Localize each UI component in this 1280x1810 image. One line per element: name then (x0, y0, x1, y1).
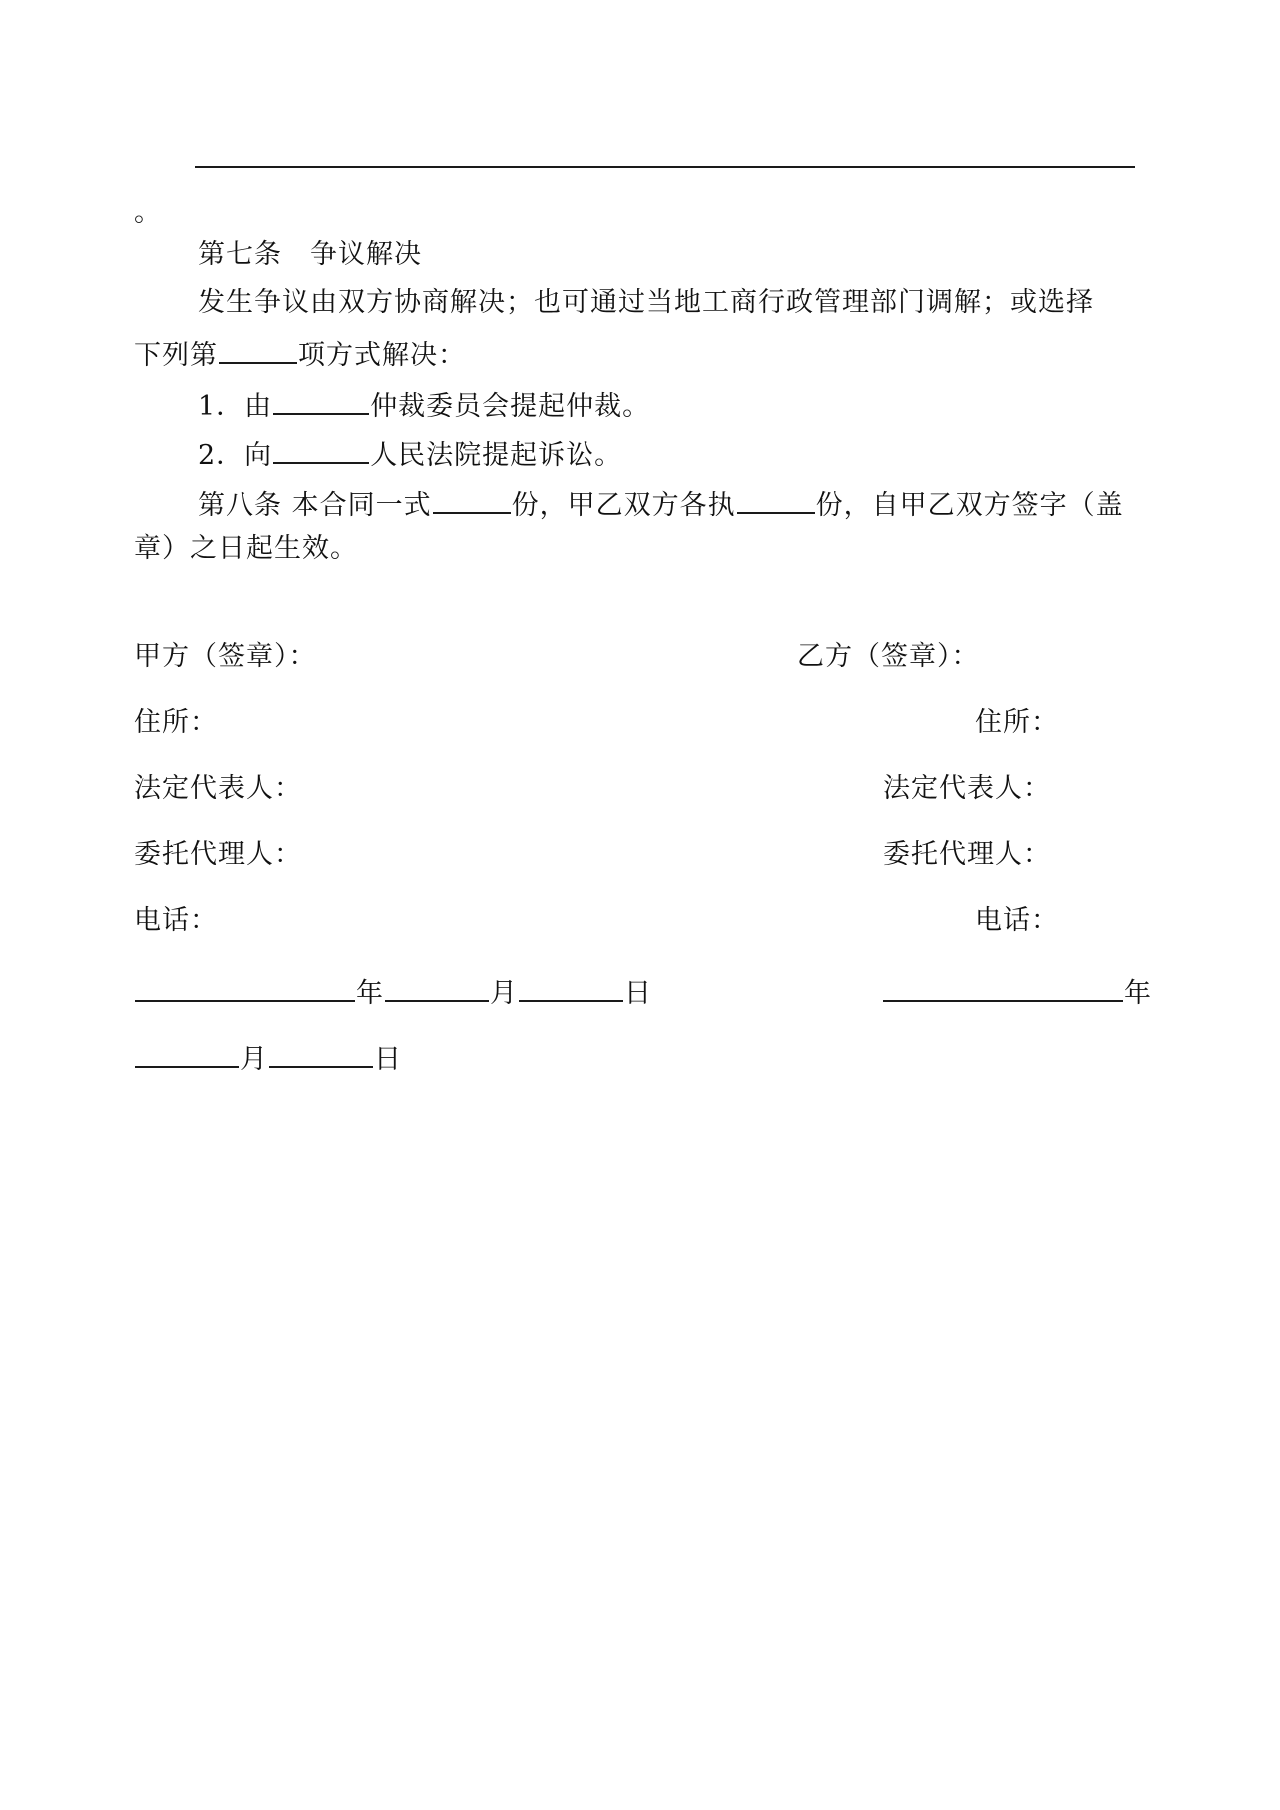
article7-para-line1: 发生争议由双方协商解决；也可通过当地工商行政管理部门调解；或选择 (198, 287, 1094, 318)
article7-heading: 第七条 争议解决 (198, 239, 422, 270)
party-b-legal-rep: 法定代表人： (883, 773, 1051, 804)
party-b-month-blank (135, 1038, 239, 1068)
article7-para-line2-suffix: 项方式解决： (298, 340, 466, 371)
party-a-legal-rep: 法定代表人： (134, 773, 302, 804)
month-label: 月 (240, 1044, 268, 1075)
arbitration-commission-blank (273, 385, 369, 415)
article8-mid: 份，甲乙双方各执 (511, 490, 736, 521)
article8-line2: 章）之日起生效。 (134, 533, 358, 564)
month-label: 月 (490, 978, 518, 1009)
party-b-phone: 电话： (975, 905, 1059, 936)
article8-suffix: 份，自甲乙双方签字（盖 (815, 490, 1124, 521)
party-b-date-line1 (882, 972, 1152, 1011)
party-a-phone: 电话： (134, 905, 218, 936)
copies-total-blank (433, 484, 511, 514)
article8-line1 (198, 484, 1124, 523)
party-b-year-blank (883, 972, 1123, 1002)
party-a-date (134, 972, 652, 1011)
party-a-month-blank (385, 972, 489, 1002)
party-b-day-blank (269, 1038, 373, 1068)
court-blank (273, 434, 369, 464)
item1-suffix: 仲裁委员会提起仲裁。 (370, 391, 651, 422)
item2-suffix: 人民法院提起诉讼。 (370, 440, 623, 471)
article7-item1 (198, 385, 650, 424)
article7-para-line2-prefix: 下列第 (134, 340, 218, 371)
article8-prefix: 第八条 本合同一式 (198, 490, 432, 521)
party-b-seal: 乙方（签章）： (797, 641, 980, 672)
year-label: 年 (1124, 978, 1152, 1009)
party-a-year-blank (135, 972, 355, 1002)
item2-prefix: 2．向 (198, 440, 273, 471)
top-period: 。 (134, 197, 162, 228)
party-a-address: 住所： (134, 707, 218, 738)
party-a-agent: 委托代理人： (134, 839, 302, 870)
day-label: 日 (624, 978, 652, 1009)
party-b-agent: 委托代理人： (883, 839, 1051, 870)
party-a-day-blank (519, 972, 623, 1002)
horizontal-rule (195, 166, 1135, 168)
party-b-date-line2 (134, 1038, 402, 1077)
article7-item2 (198, 434, 622, 473)
party-a-seal: 甲方（签章）： (134, 641, 317, 672)
day-label: 日 (374, 1044, 402, 1075)
item1-prefix: 1．由 (198, 391, 273, 422)
method-number-blank (219, 334, 297, 364)
party-b-address: 住所： (975, 707, 1059, 738)
copies-each-blank (737, 484, 815, 514)
article7-para-line2 (134, 334, 466, 373)
year-label: 年 (356, 978, 384, 1009)
